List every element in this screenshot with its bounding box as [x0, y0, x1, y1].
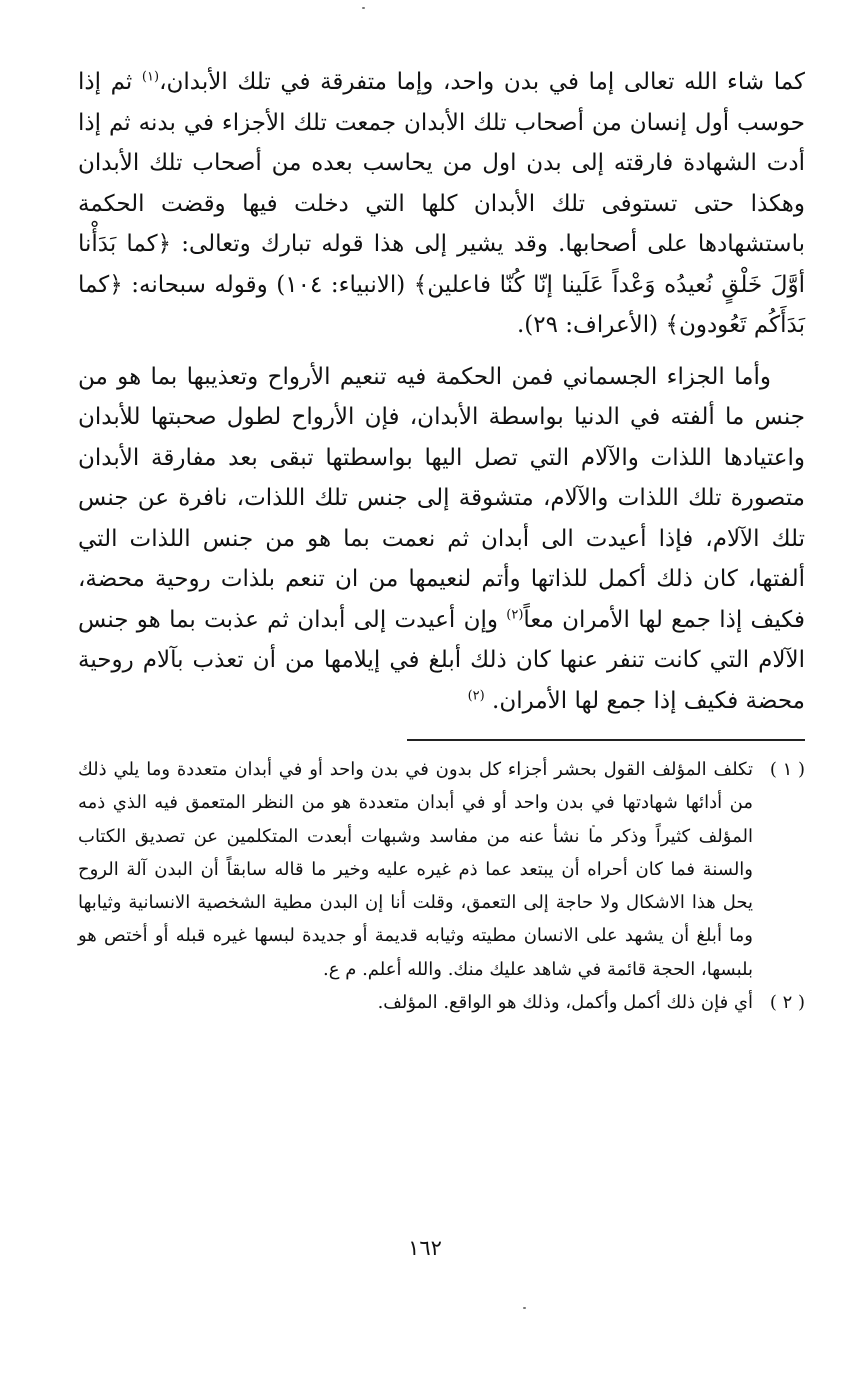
paragraph-1-continuation: ثم إذا حوسب أول إنسان من أصحاب تلك الأبدان جمعت تلك الأجزاء في بدنه ثم إذا أدت الشهادة فارقته إلى بدن اول من يحاسب بعده من أصحاب تلك الأبدان وهكذا حتى تستوفى تلك الأبدان كلها التي دخلت فيها وقضت الحكمة باستشهادها على أصحابها. وقد يشير إلى هذا قوله تبارك وتعالى: ﴿كما بَدَأْنا أوَّلَ خَلْقٍ نُعيدُه وَعْداً عَلَينا إنّا كُنّا فاعلين﴾ (الانبياء: ١٠٤) وقوله سبحانه: ﴿كما بَدَأَكُم تَعُودون﴾ (الأعراف: ٢٩). — [78, 69, 805, 338]
footnotes — [78, 753, 805, 1019]
page-number: ١٦٢ — [408, 1236, 442, 1260]
footnote-ref-1: (١) — [141, 69, 160, 85]
footnote-2-text: أي فإن ذلك أكمل وأكمل، وذلك هو الواقع. المؤلف. — [377, 992, 753, 1014]
footnote-separator — [407, 739, 805, 741]
book-page — [78, 62, 805, 1019]
footnote-ref-2-repeat: (٢) — [467, 687, 485, 703]
footnote-1 — [78, 753, 805, 986]
footnote-1-number: ( ١ ) — [769, 759, 805, 780]
footnote-1-text: تكلف المؤلف القول بحشر أجزاء كل بدون في بدن واحد أو في أبدان متعددة وما يلي ذلك من أدائها شهادتها في بدن واحد أو في أبدان متعددة هو من النظر المتعمق فيه الذي ذمه المؤلف كثيراً وذكر ما نشأ عنه من مفاسد وشبهات أبعدت المتكلمين عن تصديق الكتاب والسنة فما كان أحراه أن يبتعد عما ذم غيره عليه وخير ما قاله سابقاً أن البدن آلة الروح يحل هذا الاشكال ولا حاجة إلى التعمق، وقلت أنا إن البدن مطية الشخصية الانسانية وثيابها وما أبلغ أن يشهد على الانسان مطيته وثيابه قديمة أو جديدة لبسها غيره قبله أو أختص هو بلبسها، الحجة قائمة في شاهد عليك منك. والله أعلم. م ع. — [78, 759, 753, 980]
paragraph-2-text: وأما الجزاء الجسماني فمن الحكمة فيه تنعيم الأرواح وتعذيبها بما هو من جنس ما ألفته في الدنيا بواسطة الأبدان، فإن الأرواح لطول صحبتها للأبدان واعتيادها اللذات والآلام التي تصل اليها بواسطتها تبقى بعد مفارقة الأبدان متصورة تلك اللذات والآلام، متشوقة إلى جنس تلك اللذات، نافرة عن جنس تلك الآلام، فإذا أعيدت الى أبدان ثم نعمت بما هو من جنس اللذات التي ألفتها، كان ذلك أكمل للذاتها وأتم لنعيمها من ان تنعم بلذات روحية محضة، فكيف إذا جمع لها الأمران معاً — [78, 363, 805, 633]
paragraph-2-continuation: وإن أعيدت إلى أبدان ثم عذبت بما هو جنس الآلام التي كانت تنفر عنها كان ذلك أبلغ في إيلامها من أن تعذب بآلام روحية محضة فكيف إذا جمع لها الأمران. — [78, 606, 805, 714]
paragraph-1 — [78, 62, 805, 346]
footnote-2-number: ( ٢ ) — [769, 992, 805, 1014]
footnote-2 — [78, 986, 805, 1019]
paragraph-1-text: كما شاء الله تعالى إما في بدن واحد، وإما متفرقة في تلك الأبدان، — [159, 69, 805, 95]
paragraph-2 — [78, 357, 805, 722]
footnote-ref-2: (٢) — [506, 606, 524, 622]
main-text — [78, 62, 805, 721]
